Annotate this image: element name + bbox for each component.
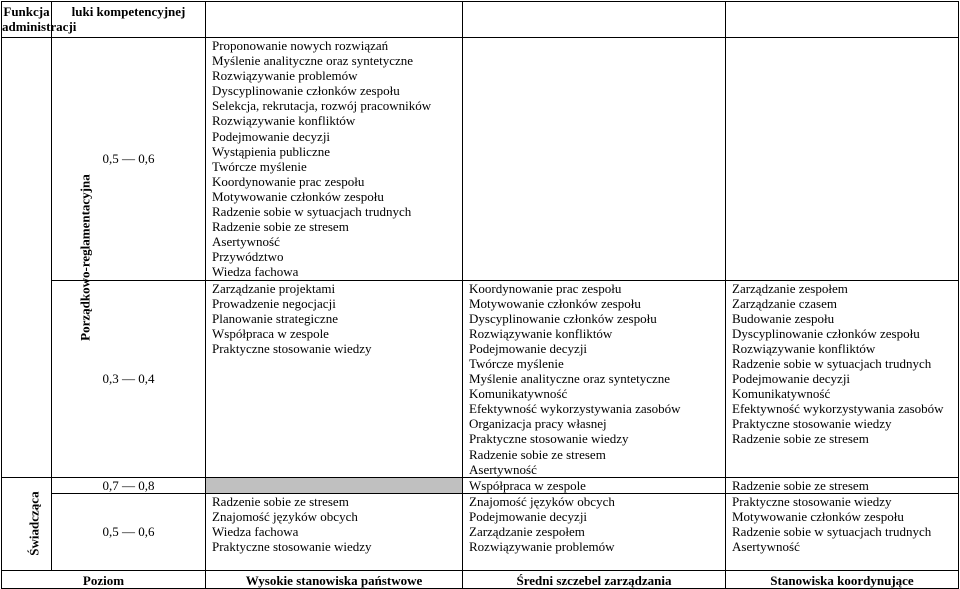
- table-row: [2, 477, 959, 493]
- competency-item: Selekcja, rekrutacja, rozwój pracowników: [212, 98, 432, 114]
- cell-coord-r3: [726, 477, 959, 493]
- competency-item: Dyscyplinowanie członków zespołu: [732, 325, 920, 341]
- competency-item: Praktyczne stosowanie wiedzy: [212, 340, 372, 356]
- competency-item: Planowanie strategiczne: [212, 310, 338, 326]
- gap-level: 0,3 — 0,4: [52, 280, 206, 477]
- competency-item: Rozwiązywanie problemów: [212, 68, 358, 84]
- competency-item: Radzenie sobie ze stresem: [212, 493, 349, 509]
- gap-level: 0,5 — 0,6: [52, 38, 206, 281]
- section-regulatory: Porządkowo-reglamentacyjna: [2, 38, 52, 478]
- competency-item: Proponowanie nowych rozwiązań: [212, 38, 389, 53]
- competency-item: Prowadzenie negocjacji: [212, 295, 336, 311]
- competency-item: Podejmowanie decyzji: [732, 371, 851, 387]
- competency-item: Radzenie sobie ze stresem: [469, 446, 606, 462]
- table-row: [2, 493, 959, 570]
- competency-item: Podejmowanie decyzji: [469, 340, 588, 356]
- competency-item: Podejmowanie decyzji: [212, 128, 331, 144]
- competency-item: Znajomość języków obcych: [212, 508, 358, 524]
- header-empty-coord: [726, 2, 959, 38]
- competency-item: Budowanie zespołu: [732, 310, 835, 326]
- competency-item: Dyscyplinowanie członków zespołu: [469, 310, 657, 326]
- competency-item: Praktyczne stosowanie wiedzy: [212, 539, 372, 555]
- cell-coord-r4: [726, 493, 959, 570]
- competency-item: Radzenie sobie ze stresem: [732, 477, 869, 493]
- competency-item: Zarządzanie projektami: [212, 280, 336, 296]
- competency-item: Praktyczne stosowanie wiedzy: [732, 416, 892, 432]
- competency-item: Asertywność: [212, 234, 280, 250]
- competency-item: Praktyczne stosowanie wiedzy: [469, 431, 629, 447]
- competency-item: Przywództwo: [212, 249, 284, 265]
- header-row: [2, 2, 959, 38]
- gap-level: 0,5 — 0,6: [52, 493, 206, 570]
- cell-high-r2: [206, 280, 463, 477]
- competency-item: Rozwiązywanie konfliktów: [732, 340, 876, 356]
- cell-mid-r3: [463, 477, 726, 493]
- footer-row: [2, 570, 959, 588]
- competency-item: Znajomość języków obcych: [469, 493, 615, 509]
- cell-mid-r2: [463, 280, 726, 477]
- competency-item: Twórcze myślenie: [212, 158, 307, 174]
- competency-item: Myślenie analityczne oraz syntetyczne: [212, 53, 414, 69]
- cell-mid-r1: [463, 38, 726, 281]
- competency-item: Zarządzanie zespołem: [469, 524, 585, 539]
- table-row: [2, 280, 959, 477]
- competency-item: Radzenie sobie ze stresem: [212, 219, 349, 235]
- competency-item: Motywowanie członków zespołu: [212, 188, 384, 204]
- competency-item: Motywowanie członków zespołu: [469, 295, 641, 311]
- competency-item: Podejmowanie decyzji: [469, 508, 588, 524]
- header-function: Funkcja administracji: [2, 2, 52, 38]
- competency-item: Radzenie sobie w sytuacjach trudnych: [732, 524, 932, 539]
- competency-item: Radzenie sobie w sytuacjach trudnych: [732, 355, 932, 371]
- footer-mid: Średni szczebel zarządzania: [463, 570, 726, 588]
- competency-item: Twórcze myślenie: [469, 355, 564, 371]
- header-empty-mid: [463, 2, 726, 38]
- cell-high-r4: [206, 493, 463, 570]
- competency-item: Rozwiązywanie problemów: [469, 539, 615, 555]
- section-service: Świadcząca: [2, 477, 52, 570]
- competency-item: Asertywność: [732, 539, 800, 555]
- competency-item: Współpraca w zespole: [469, 477, 586, 493]
- competency-item: Efektywność wykorzystywania zasobów: [469, 401, 681, 417]
- competency-item: Wiedza fachowa: [212, 264, 299, 280]
- cell-mid-r4: [463, 493, 726, 570]
- footer-coord: Stanowiska koordynujące: [726, 570, 959, 588]
- competency-item: Motywowanie członków zespołu: [732, 508, 904, 524]
- header-gap: luki kompetencyjnej: [52, 2, 206, 38]
- competency-item: Myślenie analityczne oraz syntetyczne: [469, 371, 671, 387]
- competency-item: Komunikatywność: [469, 386, 568, 402]
- competency-item: Rozwiązywanie konfliktów: [469, 325, 613, 341]
- competency-item: Zarządzanie czasem: [732, 295, 838, 311]
- competency-item: Organizacja pracy własnej: [469, 416, 607, 432]
- footer-high: Wysokie stanowiska państwowe: [206, 570, 463, 588]
- competency-item: Koordynowanie prac zespołu: [469, 280, 622, 296]
- competency-item: Rozwiązywanie konfliktów: [212, 113, 356, 129]
- competency-item: Radzenie sobie ze stresem: [732, 431, 869, 447]
- competency-item: Wiedza fachowa: [212, 524, 299, 539]
- footer-level: Poziom: [2, 570, 206, 588]
- competency-item: Współpraca w zespole: [212, 325, 329, 341]
- table-row: [2, 38, 959, 281]
- competency-item: Zarządzanie zespołem: [732, 280, 848, 296]
- cell-high-r3: [206, 477, 463, 493]
- competency-gap-table: [1, 1, 959, 589]
- cell-coord-r2: [726, 280, 959, 477]
- cell-high-r1: [206, 38, 463, 281]
- competency-item: Komunikatywność: [732, 386, 831, 402]
- competency-item: Radzenie sobie w sytuacjach trudnych: [212, 204, 412, 220]
- competency-item: Praktyczne stosowanie wiedzy: [732, 493, 892, 509]
- competency-item: Dyscyplinowanie członków zespołu: [212, 83, 400, 99]
- gap-level: 0,7 — 0,8: [52, 477, 206, 493]
- header-empty-high: [206, 2, 463, 38]
- competency-item: Asertywność: [469, 461, 537, 477]
- cell-coord-r1: [726, 38, 959, 281]
- competency-item: Wystąpienia publiczne: [212, 143, 330, 159]
- competency-item: Efektywność wykorzystywania zasobów: [732, 401, 944, 417]
- competency-item: Koordynowanie prac zespołu: [212, 173, 365, 189]
